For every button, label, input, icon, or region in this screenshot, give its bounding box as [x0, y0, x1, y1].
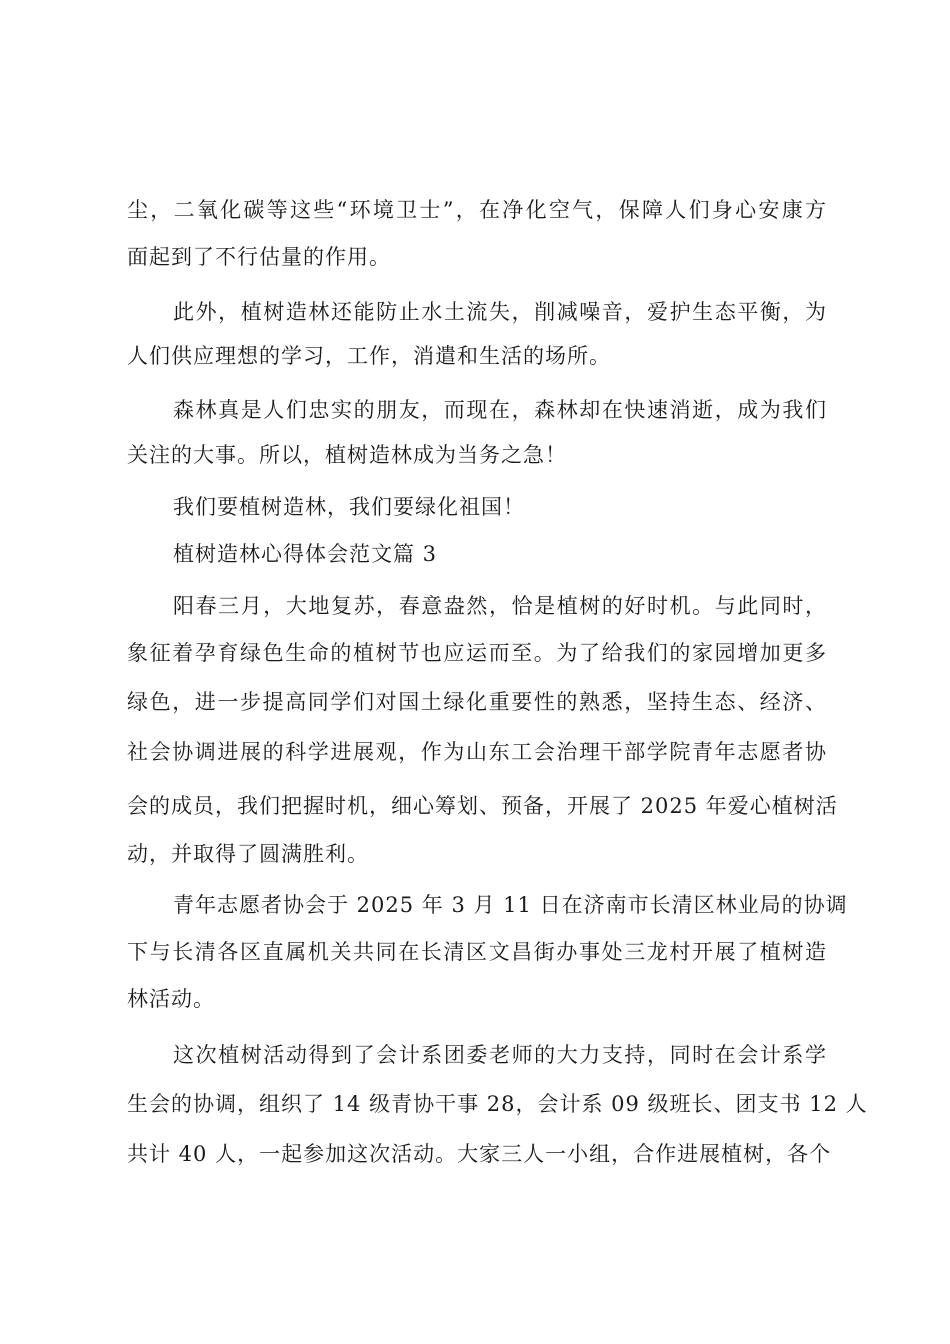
paragraph-3-line-2: 关注的大事。所以，植树造林成为当务之急！ — [127, 443, 567, 467]
paragraph-4-line-1: 我们要植树造林，我们要绿化祖国！ — [173, 495, 525, 519]
paragraph-5-line-1: 阳春三月，大地复苏，春意盎然，恰是植树的好时机。与此同时， — [173, 594, 827, 618]
paragraph-1-line-1: 尘，二氧化碳等这些“环境卫士”，在净化空气，保障人们身心安康方 — [127, 198, 827, 222]
paragraph-2-line-2: 人们供应理想的学习，工作，消遣和生活的场所。 — [127, 344, 611, 368]
paragraph-5-line-2: 象征着孕育绿色生命的植树节也应运而至。为了给我们的家园增加更多 — [127, 641, 827, 665]
paragraph-7-line-1: 这次植树活动得到了会计系团委老师的大力支持，同时在会计系学 — [173, 1043, 827, 1067]
paragraph-2-line-1: 此外，植树造林还能防止水土流失，削减噪音，爱护生态平衡，为 — [173, 300, 827, 324]
paragraph-7-line-3: 共计 40 人，一起参加这次活动。大家三人一小组，合作进展植树，各个 — [127, 1142, 832, 1166]
paragraph-6-line-2: 下与长清各区直属机关共同在长清区文昌街办事处三龙村开展了植树造 — [127, 940, 827, 964]
paragraph-5-line-3: 绿色，进一步提高同学们对国土绿化重要性的熟悉，坚持生态、经济、 — [127, 690, 827, 714]
paragraph-1-line-2: 面起到了不行估量的作用。 — [127, 245, 391, 269]
paragraph-6-line-1: 青年志愿者协会于 2025 年 3 月 11 日在济南市长清区林业局的协调 — [173, 893, 848, 917]
paragraph-5-line-4: 社会协调进展的科学进展观，作为山东工会治理干部学院青年志愿者协 — [127, 740, 827, 764]
section-heading: 植树造林心得体会范文篇 3 — [173, 542, 438, 566]
paragraph-7-line-2: 生会的协调，组织了 14 级青协干事 28，会计系 09 级班长、团支书 12 人 — [127, 1092, 868, 1116]
paragraph-6-line-3: 林活动。 — [127, 987, 215, 1011]
paragraph-3-line-1: 森林真是人们忠实的朋友，而现在，森林却在快速消逝，成为我们 — [173, 398, 827, 422]
paragraph-5-line-6: 动，并取得了圆满胜利。 — [127, 842, 369, 866]
paragraph-5-line-5: 会的成员，我们把握时机，细心筹划、预备，开展了 2025 年爱心植树活 — [127, 794, 838, 818]
